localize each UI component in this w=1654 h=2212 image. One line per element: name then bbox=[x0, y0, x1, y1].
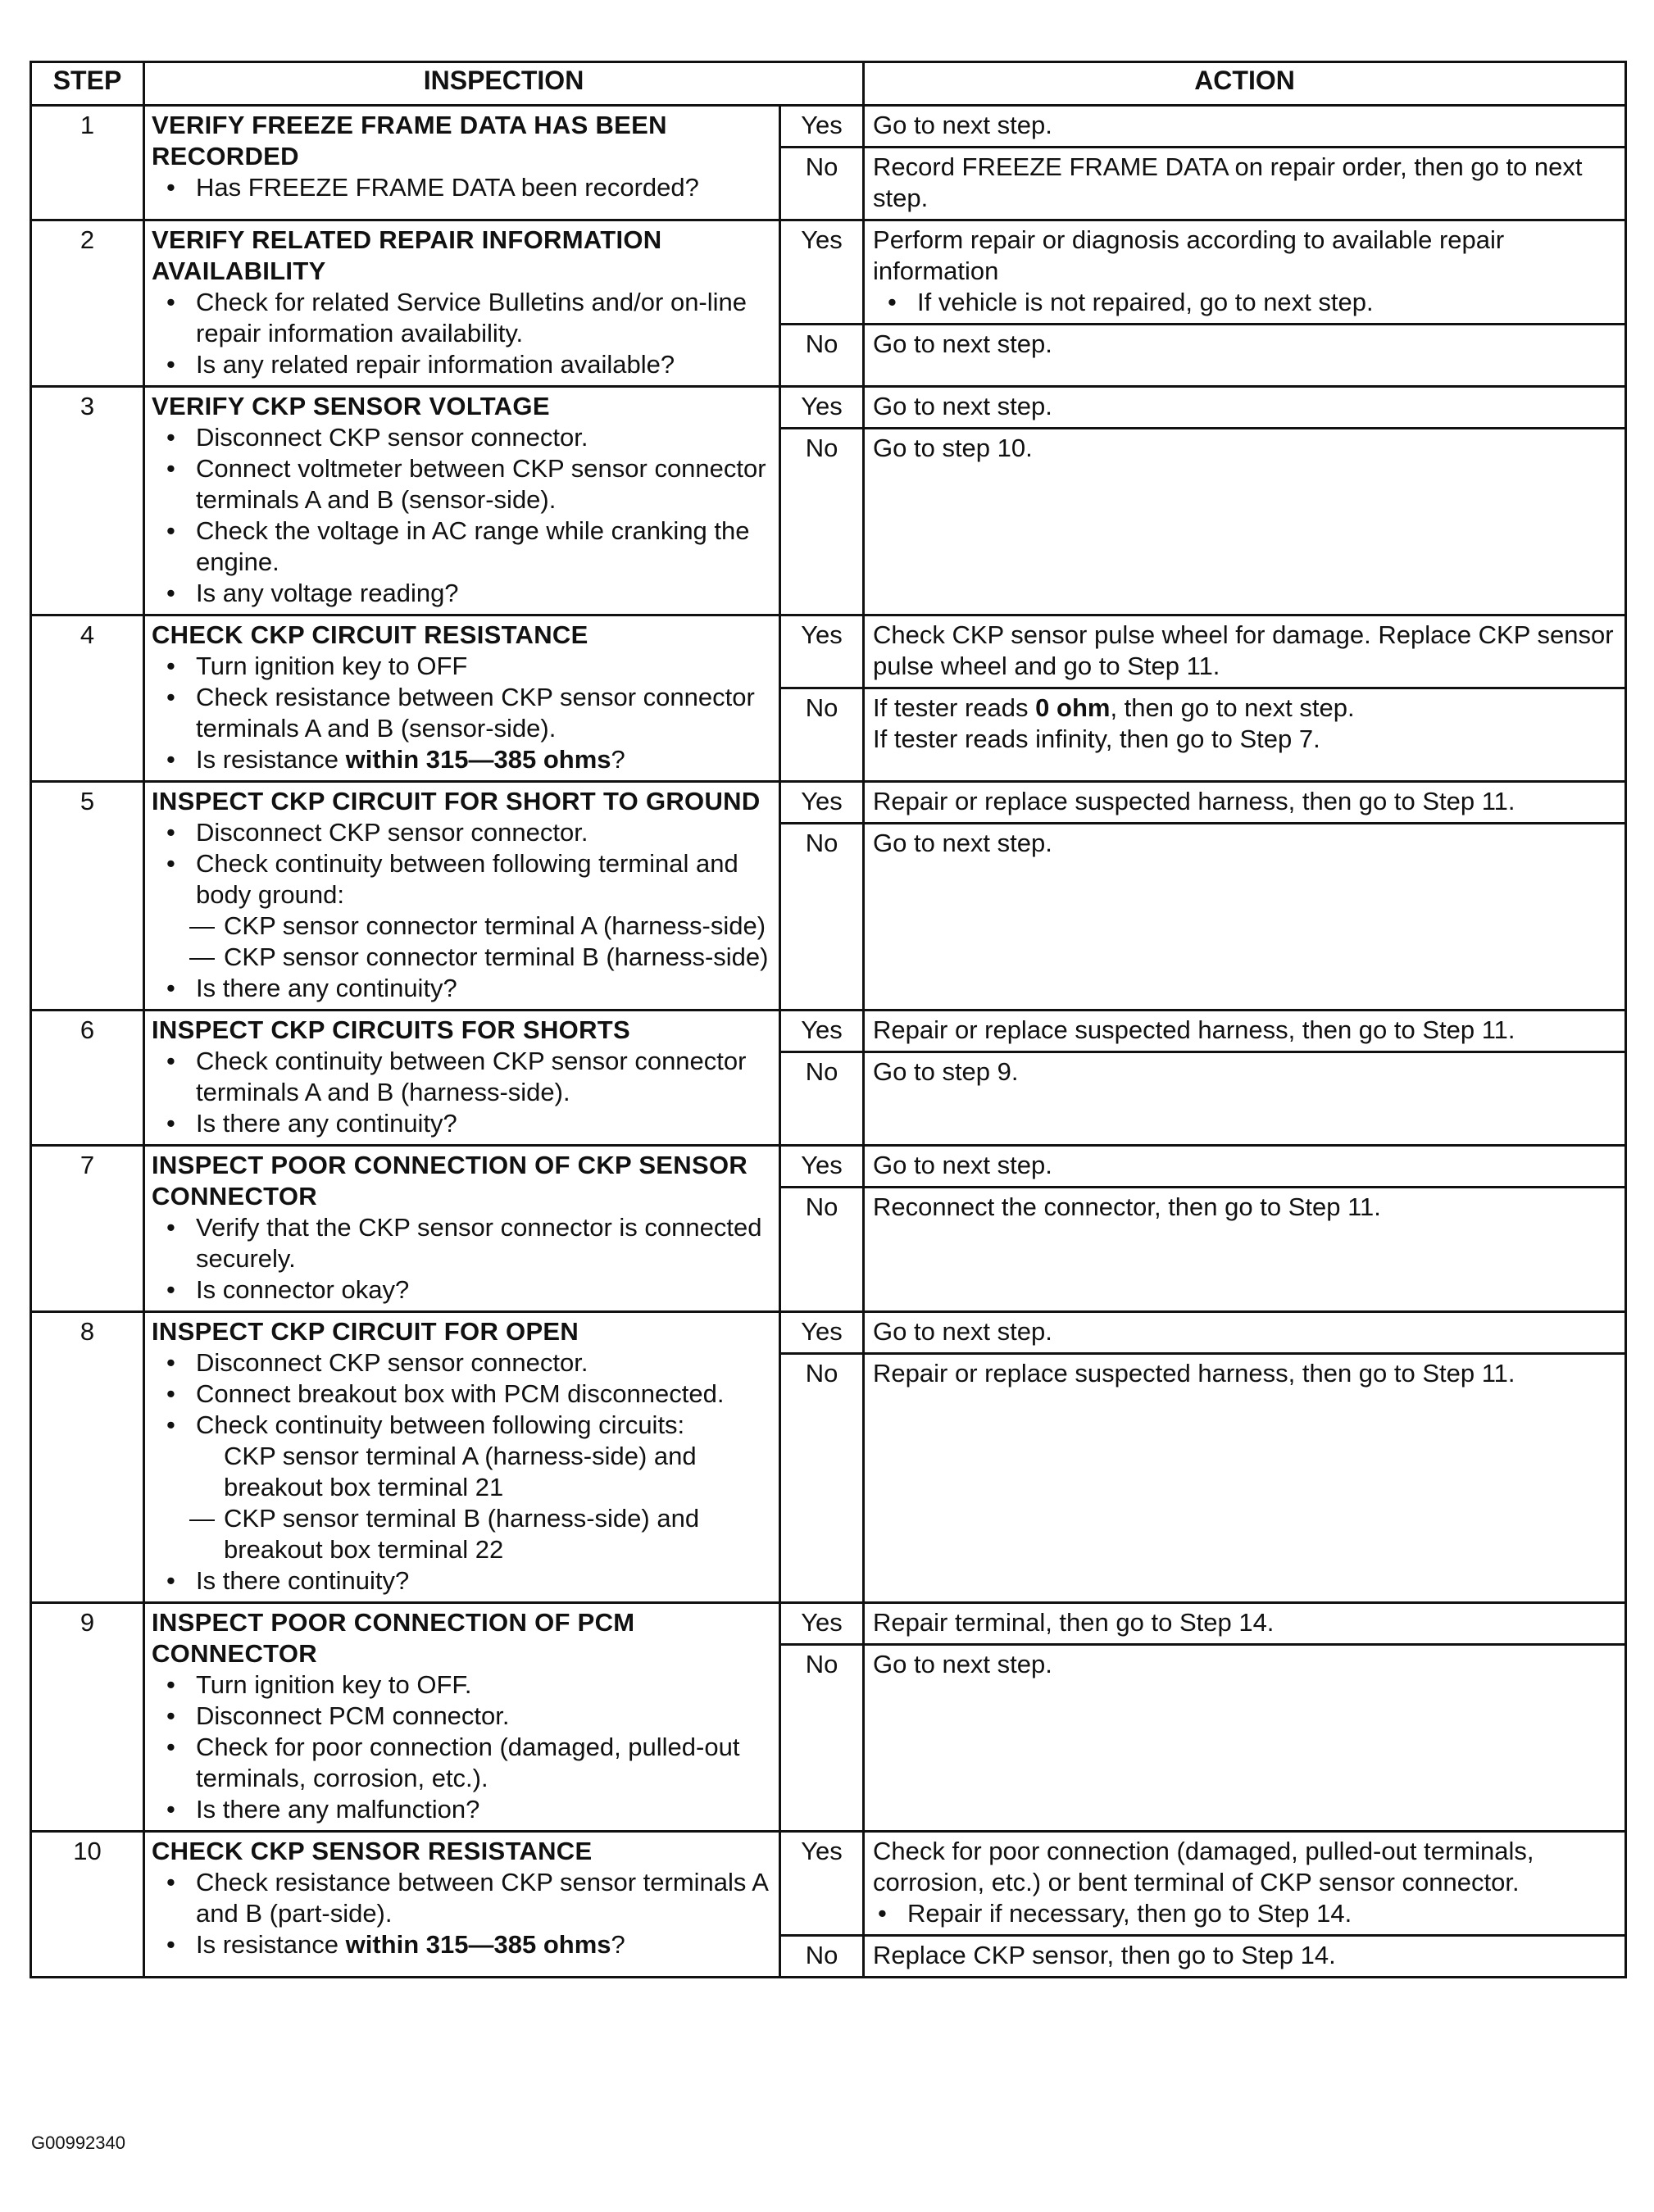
list-item: • Is there any continuity? bbox=[196, 973, 772, 1004]
dash-list bbox=[189, 911, 772, 973]
table-row bbox=[31, 106, 1626, 148]
yes-label: Yes bbox=[780, 1832, 864, 1936]
step-inspection bbox=[144, 1603, 780, 1832]
bullet-list bbox=[152, 1669, 772, 1825]
no-action: Reconnect the connector, then go to Step 11. bbox=[864, 1188, 1626, 1312]
yes-label: Yes bbox=[780, 106, 864, 148]
yes-action: Check CKP sensor pulse wheel for damage. Replace CKP sensor pulse wheel and go to Step 11. bbox=[864, 615, 1626, 688]
text-run: ? bbox=[611, 1930, 625, 1959]
list-item: • Check the voltage in AC range while cranking the engine. bbox=[196, 516, 772, 578]
no-label: No bbox=[780, 1936, 864, 1978]
no-action: Go to next step. bbox=[864, 1645, 1626, 1832]
list-item: • Repair if necessary, then go to Step 14. bbox=[907, 1898, 1616, 1929]
step-inspection bbox=[144, 1312, 780, 1603]
step-number: 1 bbox=[31, 106, 144, 220]
table-row bbox=[31, 220, 1626, 325]
step-title: INSPECT CKP CIRCUIT FOR OPEN bbox=[152, 1317, 579, 1346]
yes-label: Yes bbox=[780, 1011, 864, 1052]
list-item: • Check resistance between CKP sensor connector terminals A and B (sensor-side). bbox=[196, 682, 772, 744]
text-run: , then go to next step. bbox=[1110, 693, 1355, 722]
no-action: Replace CKP sensor, then go to Step 14. bbox=[864, 1936, 1626, 1978]
list-item: • If vehicle is not repaired, go to next step. bbox=[917, 287, 1616, 318]
bullet-list bbox=[152, 172, 772, 203]
list-item: • Has FREEZE FRAME DATA been recorded? bbox=[196, 172, 772, 203]
bullet-list bbox=[152, 1212, 772, 1306]
text-run: If tester reads bbox=[873, 693, 1036, 722]
list-item bbox=[196, 848, 772, 973]
yes-action: Repair terminal, then go to Step 14. bbox=[864, 1603, 1626, 1645]
table-row bbox=[31, 1832, 1626, 1936]
step-inspection bbox=[144, 1832, 780, 1978]
list-item: — CKP sensor connector terminal B (harness-side) bbox=[224, 942, 772, 973]
step-number: 8 bbox=[31, 1312, 144, 1603]
list-item: • Disconnect PCM connector. bbox=[196, 1701, 772, 1732]
step-number: 7 bbox=[31, 1146, 144, 1312]
table-row bbox=[31, 1011, 1626, 1052]
step-title: INSPECT POOR CONNECTION OF CKP SENSOR CONNECTOR bbox=[152, 1151, 748, 1210]
list-item: • Is any voltage reading? bbox=[196, 578, 772, 609]
text-run: ? bbox=[611, 745, 625, 774]
yes-label: Yes bbox=[780, 220, 864, 325]
yes-action bbox=[864, 1832, 1626, 1936]
no-label: No bbox=[780, 1645, 864, 1832]
no-action: Record FREEZE FRAME DATA on repair order, then go to next step. bbox=[864, 148, 1626, 220]
yes-label: Yes bbox=[780, 1603, 864, 1645]
list-item: • Verify that the CKP sensor connector is connected securely. bbox=[196, 1212, 772, 1274]
yes-label: Yes bbox=[780, 615, 864, 688]
step-inspection bbox=[144, 1146, 780, 1312]
bullet-list bbox=[152, 1867, 772, 1960]
list-item: • Is there continuity? bbox=[196, 1565, 772, 1597]
step-inspection bbox=[144, 615, 780, 782]
no-action: Go to step 9. bbox=[864, 1052, 1626, 1146]
list-item bbox=[196, 744, 772, 775]
list-item: • Check resistance between CKP sensor terminals A and B (part-side). bbox=[196, 1867, 772, 1929]
no-label: No bbox=[780, 1052, 864, 1146]
step-title: CHECK CKP SENSOR RESISTANCE bbox=[152, 1837, 593, 1865]
list-item: • Connect voltmeter between CKP sensor connector terminals A and B (sensor-side). bbox=[196, 453, 772, 516]
yes-action: Go to next step. bbox=[864, 106, 1626, 148]
no-action bbox=[864, 688, 1626, 782]
yes-label: Yes bbox=[780, 387, 864, 429]
step-title: INSPECT CKP CIRCUITS FOR SHORTS bbox=[152, 1015, 630, 1044]
bullet-list bbox=[152, 651, 772, 775]
step-number: 2 bbox=[31, 220, 144, 387]
list-item: — CKP sensor terminal B (harness-side) and breakout box terminal 22 bbox=[224, 1503, 772, 1565]
table-row bbox=[31, 615, 1626, 688]
list-item: • Disconnect CKP sensor connector. bbox=[196, 422, 772, 453]
action-line bbox=[873, 693, 1616, 724]
step-number: 3 bbox=[31, 387, 144, 615]
yes-action: Go to next step. bbox=[864, 1312, 1626, 1354]
step-title: VERIFY FREEZE FRAME DATA HAS BEEN RECORDED bbox=[152, 111, 667, 170]
step-number: 9 bbox=[31, 1603, 144, 1832]
list-item: • Is connector okay? bbox=[196, 1274, 772, 1306]
list-item: • Is there any malfunction? bbox=[196, 1794, 772, 1825]
table-row bbox=[31, 1312, 1626, 1354]
no-action: Go to next step. bbox=[864, 325, 1626, 387]
text-run: Is resistance bbox=[196, 745, 346, 774]
resistance-spec: within 315—385 ohms bbox=[345, 1930, 611, 1959]
list-item bbox=[196, 1410, 772, 1565]
bullet-list bbox=[152, 422, 772, 609]
yes-label: Yes bbox=[780, 1146, 864, 1188]
action-text: Perform repair or diagnosis according to available repair information bbox=[873, 225, 1505, 285]
list-item: — CKP sensor connector terminal A (harness-side) bbox=[224, 911, 772, 942]
yes-label: Yes bbox=[780, 782, 864, 824]
step-number: 5 bbox=[31, 782, 144, 1011]
dash-list bbox=[189, 1503, 772, 1565]
no-action: Go to step 10. bbox=[864, 429, 1626, 615]
list-item: • Disconnect CKP sensor connector. bbox=[196, 817, 772, 848]
no-action: Go to next step. bbox=[864, 824, 1626, 1011]
no-label: No bbox=[780, 688, 864, 782]
list-item: • Turn ignition key to OFF. bbox=[196, 1669, 772, 1701]
header-step: STEP bbox=[31, 62, 144, 106]
document-id: G00992340 bbox=[31, 2133, 125, 2153]
step-inspection bbox=[144, 782, 780, 1011]
list-item: • Check continuity between CKP sensor connector terminals A and B (harness-side). bbox=[196, 1046, 772, 1108]
diagnostic-procedure-table bbox=[30, 61, 1627, 1978]
no-label: No bbox=[780, 1354, 864, 1603]
step-title: INSPECT CKP CIRCUIT FOR SHORT TO GROUND bbox=[152, 787, 761, 815]
yes-action: Go to next step. bbox=[864, 387, 1626, 429]
bullet-list bbox=[152, 1046, 772, 1139]
table-row bbox=[31, 1603, 1626, 1645]
step-inspection bbox=[144, 1011, 780, 1146]
step-number: 10 bbox=[31, 1832, 144, 1978]
list-item bbox=[196, 1929, 772, 1960]
ohm-value: 0 ohm bbox=[1035, 693, 1111, 722]
step-number: 6 bbox=[31, 1011, 144, 1146]
step-title: VERIFY RELATED REPAIR INFORMATION AVAILABILITY bbox=[152, 225, 662, 285]
list-item: • Is any related repair information available? bbox=[196, 349, 772, 380]
bullet-list bbox=[873, 1898, 1616, 1929]
table-row bbox=[31, 782, 1626, 824]
resistance-spec: within 315—385 ohms bbox=[345, 745, 611, 774]
action-line: If tester reads infinity, then go to Step 7. bbox=[873, 724, 1320, 753]
list-item-text: Check continuity between following terminal and body ground: bbox=[196, 849, 738, 909]
step-inspection bbox=[144, 106, 780, 220]
step-inspection bbox=[144, 220, 780, 387]
bullet-list bbox=[152, 287, 772, 380]
list-item: • Turn ignition key to OFF bbox=[196, 651, 772, 682]
step-number: 4 bbox=[31, 615, 144, 782]
no-label: No bbox=[780, 429, 864, 615]
step-title: VERIFY CKP SENSOR VOLTAGE bbox=[152, 392, 550, 420]
list-item: • Connect breakout box with PCM disconnected. bbox=[196, 1379, 772, 1410]
header-inspection: INSPECTION bbox=[144, 62, 864, 106]
list-item: • Check for poor connection (damaged, pulled-out terminals, corrosion, etc.). bbox=[196, 1732, 772, 1794]
bullet-list bbox=[873, 287, 1616, 318]
text-run: Is resistance bbox=[196, 1930, 346, 1959]
list-item: • Disconnect CKP sensor connector. bbox=[196, 1347, 772, 1379]
list-item: • Is there any continuity? bbox=[196, 1108, 772, 1139]
yes-action: Repair or replace suspected harness, then go to Step 11. bbox=[864, 782, 1626, 824]
table-row bbox=[31, 387, 1626, 429]
table-header-row bbox=[31, 62, 1626, 106]
yes-action bbox=[864, 220, 1626, 325]
no-label: No bbox=[780, 1188, 864, 1312]
list-item-text: Check continuity between following circuits: bbox=[196, 1410, 685, 1439]
bullet-list bbox=[152, 1347, 772, 1597]
no-label: No bbox=[780, 148, 864, 220]
step-title: CHECK CKP CIRCUIT RESISTANCE bbox=[152, 620, 588, 649]
table-row bbox=[31, 1146, 1626, 1188]
step-title: INSPECT POOR CONNECTION OF PCM CONNECTOR bbox=[152, 1608, 635, 1668]
yes-action: Go to next step. bbox=[864, 1146, 1626, 1188]
no-label: No bbox=[780, 325, 864, 387]
no-label: No bbox=[780, 824, 864, 1011]
yes-action: Repair or replace suspected harness, then go to Step 11. bbox=[864, 1011, 1626, 1052]
yes-label: Yes bbox=[780, 1312, 864, 1354]
list-item: • Check for related Service Bulletins and/or on-line repair information availability. bbox=[196, 287, 772, 349]
action-text: Check for poor connection (damaged, pulled-out terminals, corrosion, etc.) or bent terminal of CKP sensor connector. bbox=[873, 1837, 1534, 1896]
bullet-list bbox=[152, 817, 772, 1004]
no-action: Repair or replace suspected harness, then go to Step 11. bbox=[864, 1354, 1626, 1603]
header-action: ACTION bbox=[864, 62, 1626, 106]
circuit-line: CKP sensor terminal A (harness-side) and breakout box terminal 21 bbox=[224, 1442, 697, 1501]
step-inspection bbox=[144, 387, 780, 615]
